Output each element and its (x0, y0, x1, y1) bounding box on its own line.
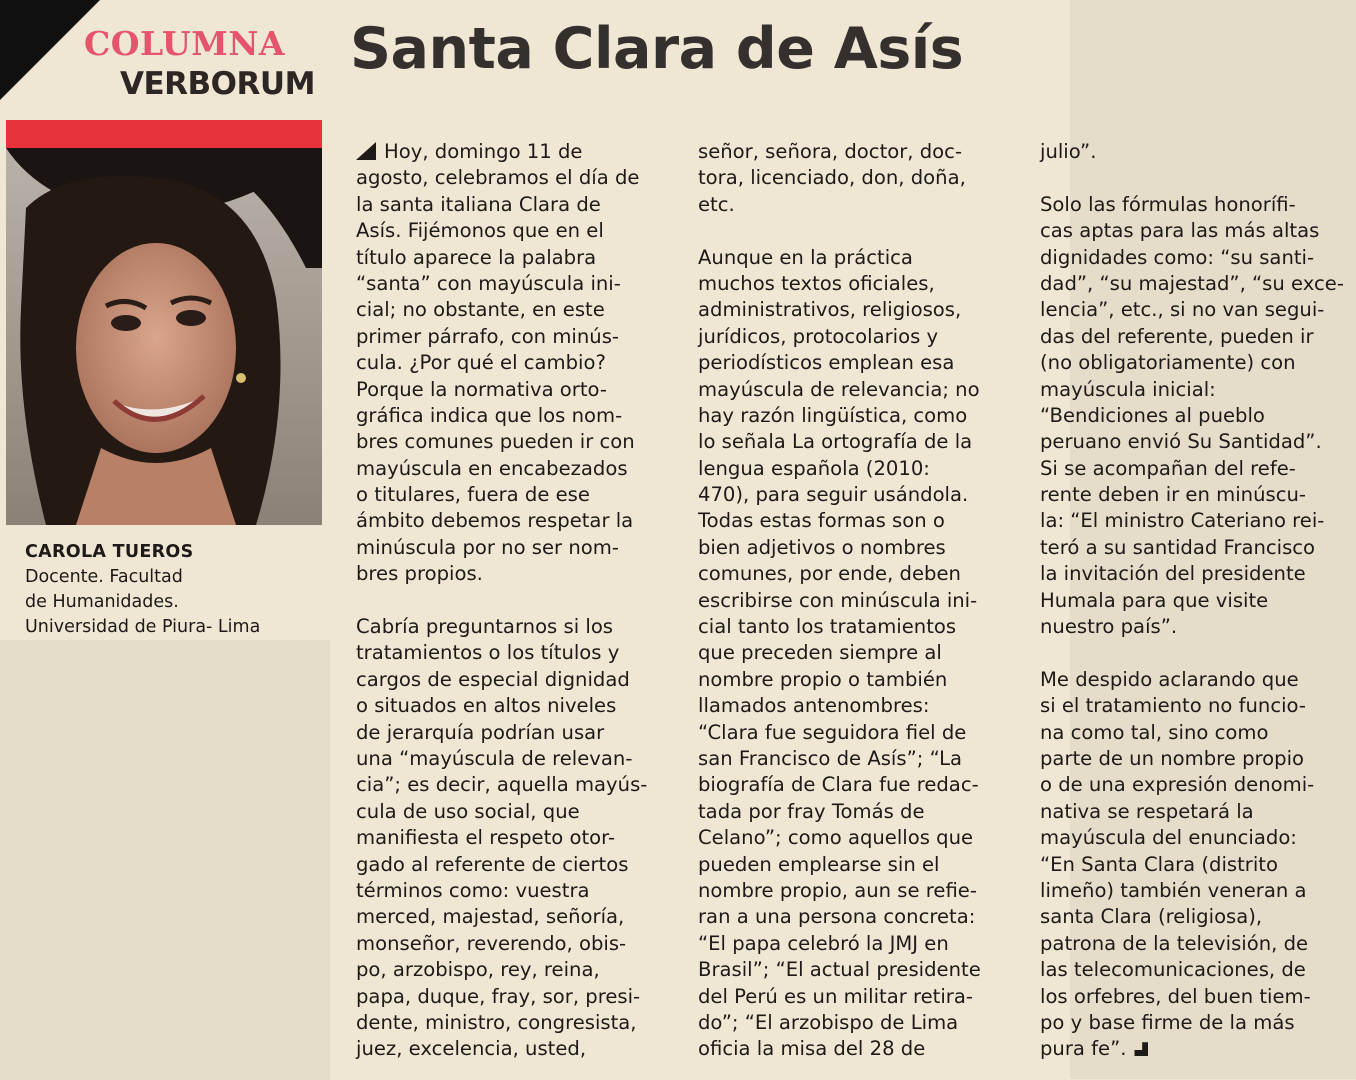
author-affiliation (25, 565, 325, 640)
article-text: cial tanto los tratamientos (698, 615, 957, 639)
article-text: o situados en altos niveles (356, 694, 617, 718)
paragraph-gap (1040, 165, 1344, 191)
article-text-line (698, 1036, 981, 1062)
article-text: Porque la normativa orto- (356, 377, 607, 401)
article-text: mayúscula en encabezados (356, 456, 628, 480)
article-text-line (1040, 614, 1344, 640)
article-text-line (698, 377, 981, 403)
article-text-line (1040, 693, 1344, 719)
article-text: cas aptas para las más altas (1040, 219, 1320, 243)
article-text: merced, majestad, señoría, (356, 905, 625, 929)
article-text: tora, licenciado, don, doña, (698, 166, 966, 190)
article-text: Cabría preguntarnos si los (356, 615, 614, 639)
article-text-line (1040, 429, 1344, 455)
article-text-line (1040, 746, 1344, 772)
photo-accent-bar (6, 120, 322, 148)
article-text-line (698, 825, 981, 851)
article-text-line (356, 245, 647, 271)
article-text-line (356, 693, 647, 719)
article-text-line (1040, 403, 1344, 429)
article-text: ran a una persona concreta: (698, 905, 976, 929)
article-text: monseñor, reverendo, obis- (356, 931, 627, 955)
article-text: de jerarquía podrían usar (356, 720, 605, 744)
article-text: bres comunes pueden ir con (356, 430, 635, 454)
article-text-line (356, 852, 647, 878)
article-text-line (1040, 852, 1344, 878)
article-text-line (698, 667, 981, 693)
article-text: jurídicos, protocolarios y (698, 324, 939, 348)
article-text-line (698, 508, 981, 534)
article-text-line (698, 456, 981, 482)
end-mark-icon (1134, 1042, 1148, 1056)
bleed-through-panel-left (0, 640, 330, 1080)
article-text: na como tal, sino como (1040, 720, 1269, 744)
article-text-line (356, 271, 647, 297)
article-text-line (698, 693, 981, 719)
article-text: si el tratamiento no funcio- (1040, 694, 1306, 718)
author-affiliation-line: de Humanidades. (25, 592, 179, 612)
article-text-line (356, 429, 647, 455)
article-text: manifiesta el respeto otor- (356, 826, 616, 850)
article-text: Humala para que visite (1040, 588, 1269, 612)
article-text: mayúscula inicial: (1040, 377, 1216, 401)
article-text: pueden emplearse sin el (698, 852, 940, 876)
article-text-line (698, 984, 981, 1010)
article-text: santa Clara (religiosa), (1040, 905, 1263, 929)
article-text-line (1040, 139, 1344, 165)
article-text-line (356, 482, 647, 508)
article-text-line (1040, 297, 1344, 323)
article-text-line (1040, 245, 1344, 271)
article-text: 470), para seguir usándola. (698, 483, 969, 507)
article-text: (no obligatoriamente) con (1040, 351, 1296, 375)
article-text-line (356, 746, 647, 772)
article-text-line (698, 746, 981, 772)
article-text-line (356, 825, 647, 851)
article-text-line (698, 245, 981, 271)
article-text: mayúscula del enunciado: (1040, 826, 1297, 850)
article-text: patrona de la televisión, de (1040, 931, 1309, 955)
article-text-line (698, 297, 981, 323)
article-text: o de una expresión denomi- (1040, 773, 1315, 797)
section-kicker: COLUMNA (84, 24, 285, 63)
article-text-line (698, 403, 981, 429)
article-column-2 (698, 139, 981, 1063)
article-text: peruano envió Su Santidad”. (1040, 430, 1322, 454)
article-text: gráfica indica que los nom- (356, 403, 623, 427)
article-text: Me despido aclarando que (1040, 667, 1299, 691)
article-text-line (356, 350, 647, 376)
article-text: tada por fray Tomás de (698, 799, 925, 823)
article-text: cia”; es decir, aquella mayús- (356, 773, 648, 797)
article-text-line (356, 667, 647, 693)
article-text-line (356, 640, 647, 666)
article-text-line (1040, 984, 1344, 1010)
article-text-line (356, 1010, 647, 1036)
article-text-line (1040, 772, 1344, 798)
article-text-line (698, 852, 981, 878)
article-text: o titulares, fuera de ese (356, 483, 590, 507)
article-text-line (1040, 271, 1344, 297)
author-affiliation-line: Universidad de Piura- Lima (25, 617, 261, 637)
article-text-line (1040, 535, 1344, 561)
article-text: Brasil”; “El actual presidente (698, 958, 981, 982)
article-text: lo señala La ortografía de la (698, 430, 973, 454)
article-text-line (356, 377, 647, 403)
article-text-line (1040, 377, 1344, 403)
article-text-line (698, 1010, 981, 1036)
article-text: lengua española (2010: (698, 456, 930, 480)
article-text: nombre propio o también (698, 667, 948, 691)
article-text-line (698, 271, 981, 297)
article-text: limeño) también veneran a (1040, 878, 1307, 902)
section-kicker-sub: VERBORUM (120, 66, 315, 102)
article-text: Todas estas formas son o (698, 509, 945, 533)
article-text-line (1040, 667, 1344, 693)
article-text: dad”, “su majestad”, “su exce- (1040, 271, 1344, 295)
article-text-line (356, 561, 647, 587)
article-text-line (698, 614, 981, 640)
article-text: agosto, celebramos el día de (356, 166, 640, 190)
article-text-line (356, 878, 647, 904)
article-text: periodísticos emplean esa (698, 351, 955, 375)
article-text-line (1040, 588, 1344, 614)
article-text: muchos textos oficiales, (698, 271, 935, 295)
article-text: nuestro país”. (1040, 615, 1178, 639)
article-text: Hoy, domingo 11 de (384, 140, 583, 163)
article-text-line (356, 139, 647, 165)
article-text-line (1040, 1010, 1344, 1036)
article-text-line (356, 508, 647, 534)
paragraph-gap (1040, 640, 1344, 666)
article-text: Solo las fórmulas honorífi- (1040, 192, 1296, 216)
article-text: cula. ¿Por qué el cambio? (356, 351, 606, 375)
article-text-line (698, 192, 981, 218)
article-text-line (356, 720, 647, 746)
article-text-line (698, 482, 981, 508)
article-text-line (1040, 192, 1344, 218)
article-text: hay razón lingüística, como (698, 403, 968, 427)
article-text: la santa italiana Clara de (356, 192, 601, 216)
article-text-line (698, 350, 981, 376)
article-text-line (356, 772, 647, 798)
article-text: primer párrafo, con minús- (356, 324, 619, 348)
article-text-line (698, 324, 981, 350)
article-text-line (1040, 324, 1344, 350)
article-text: administrativos, religiosos, (698, 298, 962, 322)
article-text-line (698, 561, 981, 587)
article-text: los orfebres, del buen tiem- (1040, 984, 1311, 1008)
article-text: san Francisco de Asís”; “La (698, 746, 963, 770)
article-text-line (698, 165, 981, 191)
article-text: juez, excelencia, usted, (356, 1037, 587, 1061)
article-text-line (356, 535, 647, 561)
article-text-line (356, 297, 647, 323)
article-text-line (1040, 931, 1344, 957)
article-text-line (698, 535, 981, 561)
article-text: nativa se respetará la (1040, 799, 1254, 823)
article-text: ámbito debemos respetar la (356, 509, 634, 533)
article-text-line (356, 799, 647, 825)
article-text-line (356, 218, 647, 244)
article-text-line (1040, 720, 1344, 746)
article-text-line (1040, 561, 1344, 587)
article-text-line (698, 799, 981, 825)
article-text-line (356, 324, 647, 350)
article-text-line (356, 403, 647, 429)
author-affiliation-line: Docente. Facultad (25, 567, 183, 587)
article-text: bien adjetivos o nombres (698, 535, 946, 559)
article-text: mayúscula de relevancia; no (698, 377, 980, 401)
article-text: la: “El ministro Cateriano rei- (1040, 509, 1325, 533)
article-text-line (698, 588, 981, 614)
article-text: po, arzobispo, rey, reina, (356, 958, 600, 982)
article-text: Aunque en la práctica (698, 245, 913, 269)
article-text-line (1040, 957, 1344, 983)
article-text-line (356, 192, 647, 218)
article-text: cargos de especial dignidad (356, 667, 630, 691)
article-text-line (1040, 218, 1344, 244)
article-text: “En Santa Clara (distrito (1040, 852, 1278, 876)
article-text-line (1040, 350, 1344, 376)
article-text-line (698, 957, 981, 983)
article-text-line (356, 931, 647, 957)
article-text: po y base firme de la más (1040, 1010, 1295, 1034)
article-text-line (698, 139, 981, 165)
article-text: gado al referente de ciertos (356, 852, 629, 876)
article-text: lencia”, etc., si no van segui- (1040, 298, 1325, 322)
article-text: Celano”; como aquellos que (698, 826, 974, 850)
article-text: cula de uso social, que (356, 799, 580, 823)
article-text-line (1040, 482, 1344, 508)
article-text: Si se acompañan del refe- (1040, 456, 1296, 480)
article-text: papa, duque, fray, sor, presi- (356, 984, 641, 1008)
article-text: las telecomunicaciones, de (1040, 958, 1306, 982)
article-text: que preceden siempre al (698, 641, 942, 665)
paragraph-gap (356, 588, 647, 614)
article-text-line (356, 957, 647, 983)
article-text-line (1040, 1036, 1344, 1062)
article-text: “Bendiciones al pueblo (1040, 403, 1265, 427)
article-text-line (356, 165, 647, 191)
article-text: llamados antenombres: (698, 694, 930, 718)
article-text: parte de un nombre propio (1040, 746, 1305, 770)
article-text: “Clara fue seguidora fiel de (698, 720, 967, 744)
article-text-line (356, 1036, 647, 1062)
article-text: julio”. (1040, 140, 1097, 163)
article-text: das del referente, pueden ir (1040, 324, 1314, 348)
article-headline: Santa Clara de Asís (350, 16, 964, 82)
article-text-line (1040, 825, 1344, 851)
article-text: do”; “El arzobispo de Lima (698, 1010, 959, 1034)
article-text: título aparece la palabra (356, 245, 597, 269)
article-text: la invitación del presidente (1040, 562, 1306, 586)
article-text: comunes, por ende, deben (698, 562, 961, 586)
article-text-line (356, 984, 647, 1010)
author-name: CAROLA TUEROS (25, 542, 194, 562)
article-text-line (356, 904, 647, 930)
triangle-open-icon (356, 142, 376, 160)
article-text: Asís. Fijémonos que en el (356, 219, 604, 243)
article-text: términos como: vuestra (356, 878, 590, 902)
article-text-line (356, 614, 647, 640)
article-text: cial; no obstante, en este (356, 298, 605, 322)
article-text: señor, señora, doctor, doc- (698, 140, 963, 163)
author-photo (6, 148, 322, 525)
author-portrait-image (6, 148, 322, 525)
article-text: oficia la misa del 28 de (698, 1037, 926, 1061)
article-text: dignidades como: “su santi- (1040, 245, 1315, 269)
article-column-1 (356, 139, 647, 1063)
article-text-line (356, 456, 647, 482)
article-text-line (698, 720, 981, 746)
paragraph-gap (698, 218, 981, 244)
article-text: nombre propio, aun se refie- (698, 878, 977, 902)
article-text-line (698, 640, 981, 666)
article-text: “santa” con mayúscula ini- (356, 271, 621, 295)
article-text-line (698, 772, 981, 798)
article-text-line (1040, 508, 1344, 534)
article-text: “El papa celebró la JMJ en (698, 931, 949, 955)
article-text: bres propios. (356, 562, 483, 586)
article-text-line (698, 931, 981, 957)
article-text: del Perú es un militar retira- (698, 984, 973, 1008)
article-text: rente deben ir en minúscu- (1040, 483, 1306, 507)
article-text: pura fe”. (1040, 1037, 1127, 1061)
article-text: escribirse con minúscula ini- (698, 588, 978, 612)
article-text-line (1040, 904, 1344, 930)
article-text-line (698, 429, 981, 455)
article-text: tratamientos o los títulos y (356, 641, 620, 665)
article-text: minúscula por no ser nom- (356, 535, 619, 559)
article-text: una “mayúscula de relevan- (356, 746, 633, 770)
article-text: etc. (698, 192, 735, 216)
article-text: dente, ministro, congresista, (356, 1010, 637, 1034)
article-text: biografía de Clara fue redac- (698, 773, 979, 797)
article-text-line (1040, 456, 1344, 482)
article-text-line (1040, 878, 1344, 904)
article-text-line (1040, 799, 1344, 825)
article-column-3 (1040, 139, 1344, 1063)
article-text: teró a su santidad Francisco (1040, 535, 1316, 559)
article-text-line (698, 878, 981, 904)
article-text-line (698, 904, 981, 930)
